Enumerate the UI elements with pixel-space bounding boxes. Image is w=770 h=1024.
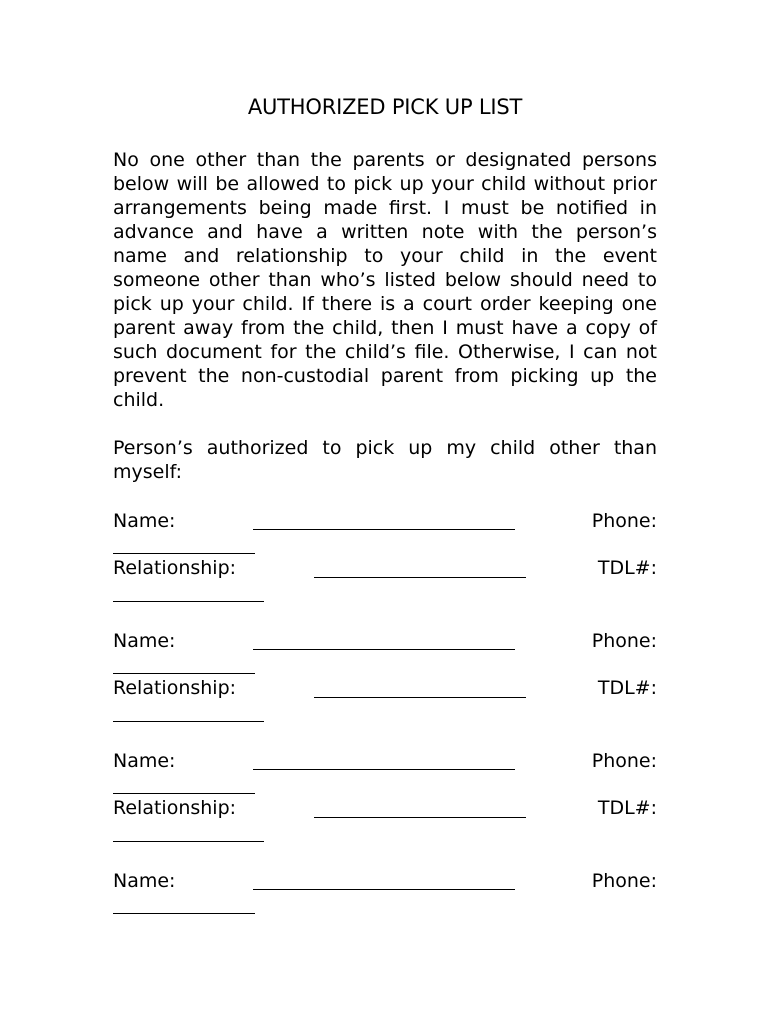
tdl-label: TDL#: — [597, 557, 657, 579]
name-label: Name: — [113, 510, 176, 532]
relationship-label: Relationship: — [113, 677, 237, 699]
phone-label: Phone: — [591, 870, 657, 892]
phone-label: Phone: — [591, 630, 657, 652]
tdl-blank[interactable] — [113, 721, 264, 722]
name-blank[interactable] — [253, 529, 515, 530]
phone-label: Phone: — [591, 750, 657, 772]
phone-blank[interactable] — [113, 793, 255, 794]
name-label: Name: — [113, 630, 176, 652]
phone-blank[interactable] — [113, 913, 255, 914]
authorized-heading: Person’s authorized to pick up my child other than myself: — [113, 437, 657, 483]
relationship-label: Relationship: — [113, 797, 237, 819]
document-title: AUTHORIZED PICK UP LIST — [247, 95, 523, 119]
name-label: Name: — [113, 750, 176, 772]
relationship-blank[interactable] — [314, 817, 526, 818]
intro-paragraph: No one other than the parents or designated persons below will be allowed to pick up your child without prior arrangements being made first. I must be notified in advance and have a written note with the person’s name and relationship to your child in the event someone other than who’s listed below should need to pick up your child. If there is a court order keeping one parent away from the child, then I must have a copy of such document for the child’s file. Otherwise, I can not prevent the non-custodial parent from picking up the child. — [113, 149, 657, 411]
tdl-label: TDL#: — [597, 677, 657, 699]
name-blank[interactable] — [253, 889, 515, 890]
tdl-label: TDL#: — [597, 797, 657, 819]
phone-blank[interactable] — [113, 553, 255, 554]
tdl-blank[interactable] — [113, 841, 264, 842]
relationship-blank[interactable] — [314, 697, 526, 698]
name-blank[interactable] — [253, 769, 515, 770]
name-label: Name: — [113, 870, 176, 892]
relationship-blank[interactable] — [314, 577, 526, 578]
tdl-blank[interactable] — [113, 601, 264, 602]
relationship-label: Relationship: — [113, 557, 237, 579]
phone-blank[interactable] — [113, 673, 255, 674]
name-blank[interactable] — [253, 649, 515, 650]
phone-label: Phone: — [591, 510, 657, 532]
